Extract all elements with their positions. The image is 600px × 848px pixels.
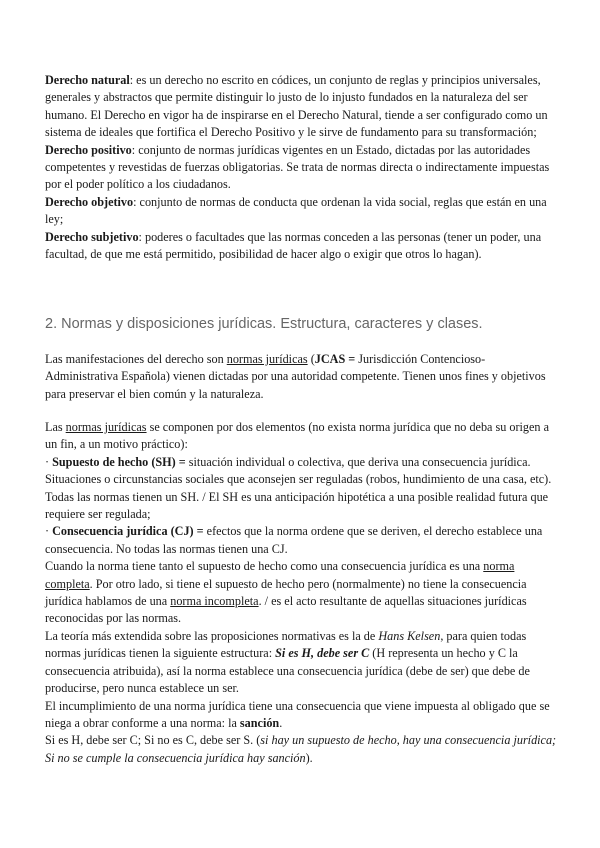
kelsen-paragraph: La teoría más extendida sobre las proposiciones normativas es la de Hans Kelsen, para quien todas normas jurídicas tienen la siguiente estructura: Si es H, debe ser C (H representa un hecho y C la consecuencia atribuida), así la norma establece una consecuencia jurídica (debe de ser) que debe de producirse, pero nunca establece un ser. xyxy=(45,628,530,696)
supuesto-de-hecho-item: · Supuesto de hecho (SH) = situación individual o colectiva, que deriva una consecuencia jurídica. Situaciones o circunstancias sociales que aconsejen ser reguladas (robos, hundimiento de una casa, etc). Todas las normas tienen un SH. / El SH es una anticipación hipotética a una posible realidad futura que requiere ser regulada; xyxy=(45,454,552,522)
definition-derecho-objetivo xyxy=(45,194,557,229)
definition-text: : conjunto de normas jurídicas vigentes en un Estado, dictadas por las autoridades competentes y revestidas de fuerzas obligatorias. Se trata de normas directa o indirectamente impuestas por el poder político a los ciudadanos. xyxy=(45,142,550,192)
underlined-term: norma incompleta xyxy=(170,594,259,609)
bold-term: sanción xyxy=(239,715,280,730)
consecuencia-juridica-item: · Consecuencia jurídica (CJ) = efectos que la norma ordene que se deriven, el derecho establece una consecuencia. No todas las normas tienen una CJ. xyxy=(45,524,543,556)
italic-explanation: si hay un supuesto de hecho, hay una consecuencia jurídica; Si no se cumple la consecuencia jurídica hay sanción xyxy=(45,733,557,765)
underlined-term: norma completa xyxy=(45,559,515,591)
definition-derecho-subjetivo xyxy=(45,229,557,264)
underlined-term: normas jurídicas xyxy=(65,420,147,434)
definition-text: : es un derecho no escrito en códices, un conjunto de reglas y principios universales, generales y abstractos que permite distinguir lo justo de lo injusto fundados en la naturaleza del ser humano. El Derecho en vigor ha de inspirarse en el Derecho Natural, tiende a ser configurado como un sistema de ideales que fortifica el Derecho Positivo y le sirve de fundamento para su transformación; xyxy=(45,73,548,140)
elements-block xyxy=(45,419,557,767)
definition-term: Derecho objetivo xyxy=(45,194,134,209)
definition-text: : poderes o facultades que las normas conceden a las personas (tener un poder, una facultad, de que me está permitido, posibilidad de hacer algo o exigir que otros lo hagan). xyxy=(45,229,542,262)
sancion-paragraph: El incumplimiento de una norma jurídica tiene una consecuencia que viene impuesta al obligado que se niega a obrar conforme a una norma: la sanción. xyxy=(45,698,550,730)
intro-paragraph: Las manifestaciones del derecho son normas jurídicas (JCAS = Jurisdicción Contencioso-Administrativa Española) vienen dictadas por una autoridad competente. Tienen unos fines y objetivos para preservar el bien común y la naturaleza. xyxy=(45,352,546,401)
definition-derecho-natural xyxy=(45,72,557,142)
elements-intro: Las normas jurídicas se componen por dos elementos (no exista norma jurídica que no deba su origen a un fin, a un motivo práctico): xyxy=(45,420,549,452)
section-heading: 2. Normas y disposiciones jurídicas. Estructura, caracteres y clases. xyxy=(45,316,483,332)
definitions-block xyxy=(45,72,557,263)
italic-name: Hans Kelsen xyxy=(378,628,441,643)
complete-norm-paragraph: Cuando la norma tiene tanto el supuesto de hecho como una consecuencia jurídica es una norma completa. Por otro lado, si tiene el supuesto de hecho pero (normalmente) no tiene la consecuencia jurídica hablamos de una norma incompleta. / es el acto resultante de aquellas situaciones jurídicas reconocidas por las normas. xyxy=(45,559,527,626)
definition-text: : conjunto de normas de conducta que ordenan la vida social, reglas que están en una ley; xyxy=(45,194,547,227)
definition-derecho-positivo xyxy=(45,142,557,194)
bold-italic-formula: Si es H, debe ser C xyxy=(275,646,370,661)
definition-term: Derecho natural xyxy=(45,73,130,87)
bold-term: Supuesto de hecho (SH) = xyxy=(52,454,186,469)
bold-term: Consecuencia jurídica (CJ) = xyxy=(52,524,204,539)
definition-term: Derecho positivo xyxy=(45,142,132,157)
definition-term: Derecho subjetivo xyxy=(45,229,139,244)
bold-term: JCAS = xyxy=(314,352,356,366)
formula-paragraph: Si es H, debe ser C; Si no es C, debe ser S. (si hay un supuesto de hecho, hay una consecuencia jurídica; Si no se cumple la consecuencia jurídica hay sanción). xyxy=(45,733,557,765)
underlined-term: normas jurídicas xyxy=(226,352,308,366)
